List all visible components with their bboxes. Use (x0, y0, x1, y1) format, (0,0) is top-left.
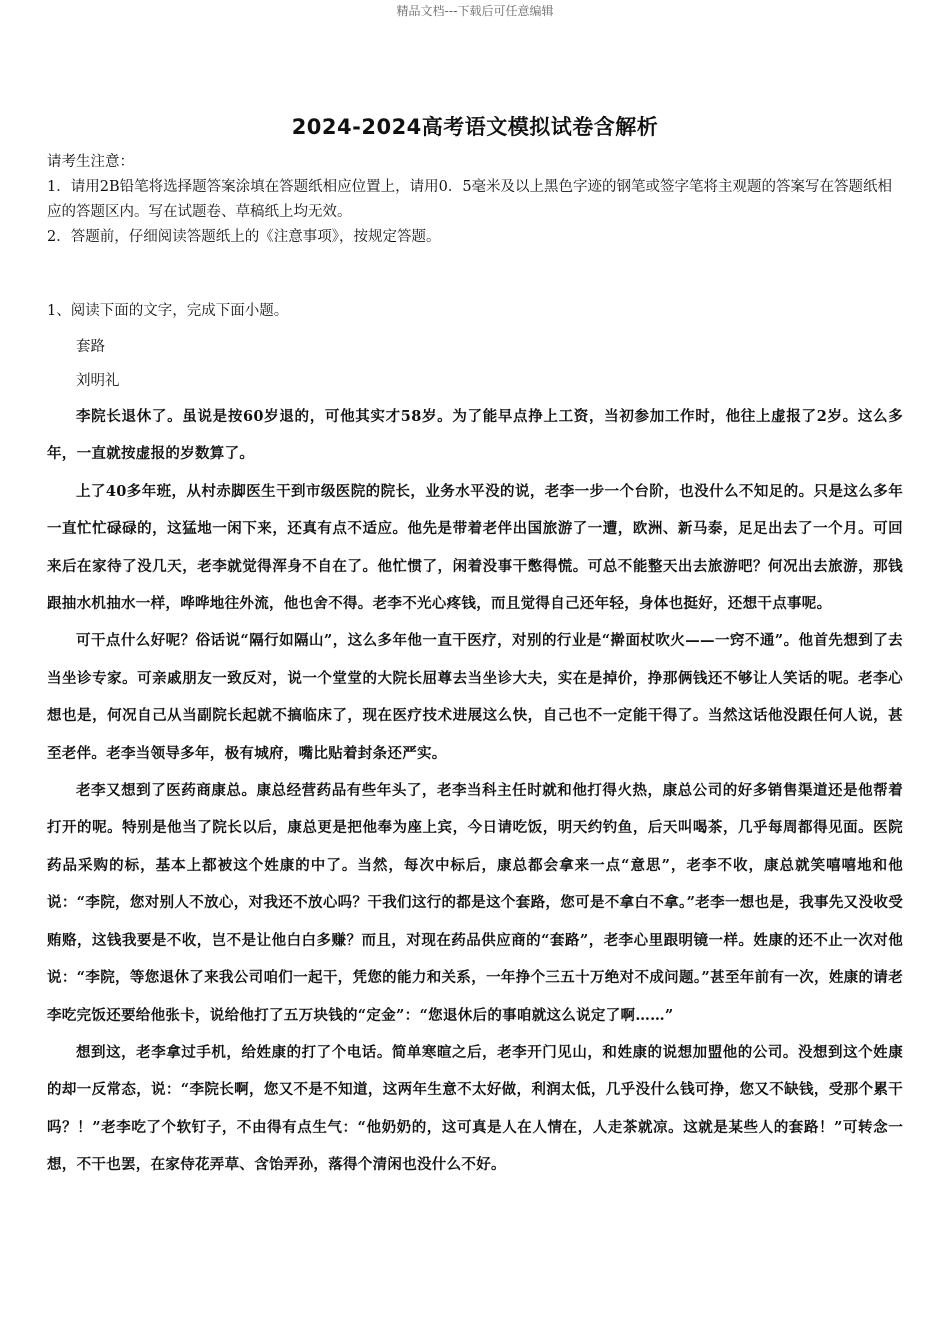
story-author: 刘明礼 (76, 373, 120, 389)
story-paragraph: 李院长退休了。虽说是按60岁退的，可他其实才58岁。为了能早点挣上工资，当初参加工作时，他往上虚报了2岁。这么多年，一直就按虚报的岁数算了。 (47, 408, 903, 463)
exam-notice (47, 150, 903, 250)
header-note: 精品文档---下载后可任意编辑 (396, 4, 554, 18)
story-title: 套路 (76, 339, 105, 355)
notice-item-2: 2．答题前，仔细阅读答题纸上的《注意事项》，按规定答题。 (47, 229, 441, 245)
story-paragraph: 可干点什么好呢？俗话说“隔行如隔山”，这么多年他一直干医疗，对别的行业是“擀面杖吹火——一窍不通”。他首先想到了去当坐诊专家。可亲戚朋友一致反对，说一个堂堂的大院长屈尊去当坐诊大夫，实在是掉价，挣那俩钱还不够让人笑话的呢。老李心想也是，何况自己从当副院长起就不搞临床了，现在医疗技术进展这么快，自己也不一定能干得了。当然这话他没跟任何人说，甚至老伴。老李当领导多年，极有城府，嘴比贴着封条还严实。 (47, 632, 903, 762)
page-title: 2024-2024高考语文模拟试卷含解析 (291, 115, 659, 139)
story-paragraph: 上了40多年班，从村赤脚医生干到市级医院的院长，业务水平没的说，老李一步一个台阶，也没什么不知足的。只是这么多年一直忙忙碌碌的，这猛地一闲下来，还真有点不适应。他先是带着老伴出国旅游了一遭，欧洲、新马泰，足足出去了一个月。可回来后在家待了没几天，老李就觉得浑身不自在了。他忙惯了，闲着没事干憋得慌。可总不能整天出去旅游吧？何况出去旅游，那钱跟抽水机抽水一样，哗哗地往外流，他也舍不得。老李不光心疼钱，而且觉得自己还年轻，身体也挺好，还想干点事呢。 (47, 482, 903, 613)
story-paragraph: 想到这，老李拿过手机，给姓康的打了个电话。简单寒暄之后，老李开门见山，和姓康的说想加盟他的公司。没想到这个姓康的却一反常态，说：“李院长啊，您又不是不知道，这两年生意不太好做，利润太低，几乎没什么钱可挣，您又不缺钱，受那个累干吗？！”老李吃了个软钉子，不由得有点生气：“他奶奶的，这可真是人在人情在，人走茶就凉。这就是某些人的套路！”可转念一想，不干也罢，在家侍花弄草、含饴弄孙，落得个清闲也没什么不好。 (47, 1043, 904, 1174)
notice-item-1: 1．请用2B铅笔将选择题答案涂填在答题纸相应位置上，请用0．5毫米及以上黑色字迹的钢笔或签字笔将主观题的答案写在答题纸相应的答题区内。写在试题卷、草稿纸上均无效。 (47, 179, 893, 220)
question-intro: 1、阅读下面的文字，完成下面小题。 (47, 303, 289, 319)
reading-question (47, 299, 903, 1184)
story-paragraph: 老李又想到了医药商康总。康总经营药品有些年头了，老李当科主任时就和他打得火热，康总公司的好多销售渠道还是他帮着打开的呢。特别是他当了院长以后，康总更是把他奉为座上宾，今日请吃饭，明天约钓鱼，后天叫喝茶，几乎每周都得见面。医院药品采购的标，基本上都被这个姓康的中了。当然，每次中标后，康总都会拿来一点“意思”，老李不收，康总就笑嘻嘻地和他说：“李院，您对别人不放心，对我还不放心吗？干我们这行的都是这个套路，您可是不拿白不拿。”老李一想也是，我事先又没收受贿赂，这钱我要是不收，岂不是让他白白多赚？而且，对现在药品供应商的“套路”，老李心里跟明镜一样。姓康的还不止一次对他说：“李院，等您退休了来我公司咱们一起干，凭您的能力和关系，一年挣个三五十万绝对不成问题。”甚至年前有一次，姓康的请老李吃完饭还要给他张卡，说给他打了五万块钱的“定金”：“您退休后的事咱就这么说定了啊……” (47, 782, 903, 1024)
notice-heading: 请考生注意： (47, 154, 134, 170)
